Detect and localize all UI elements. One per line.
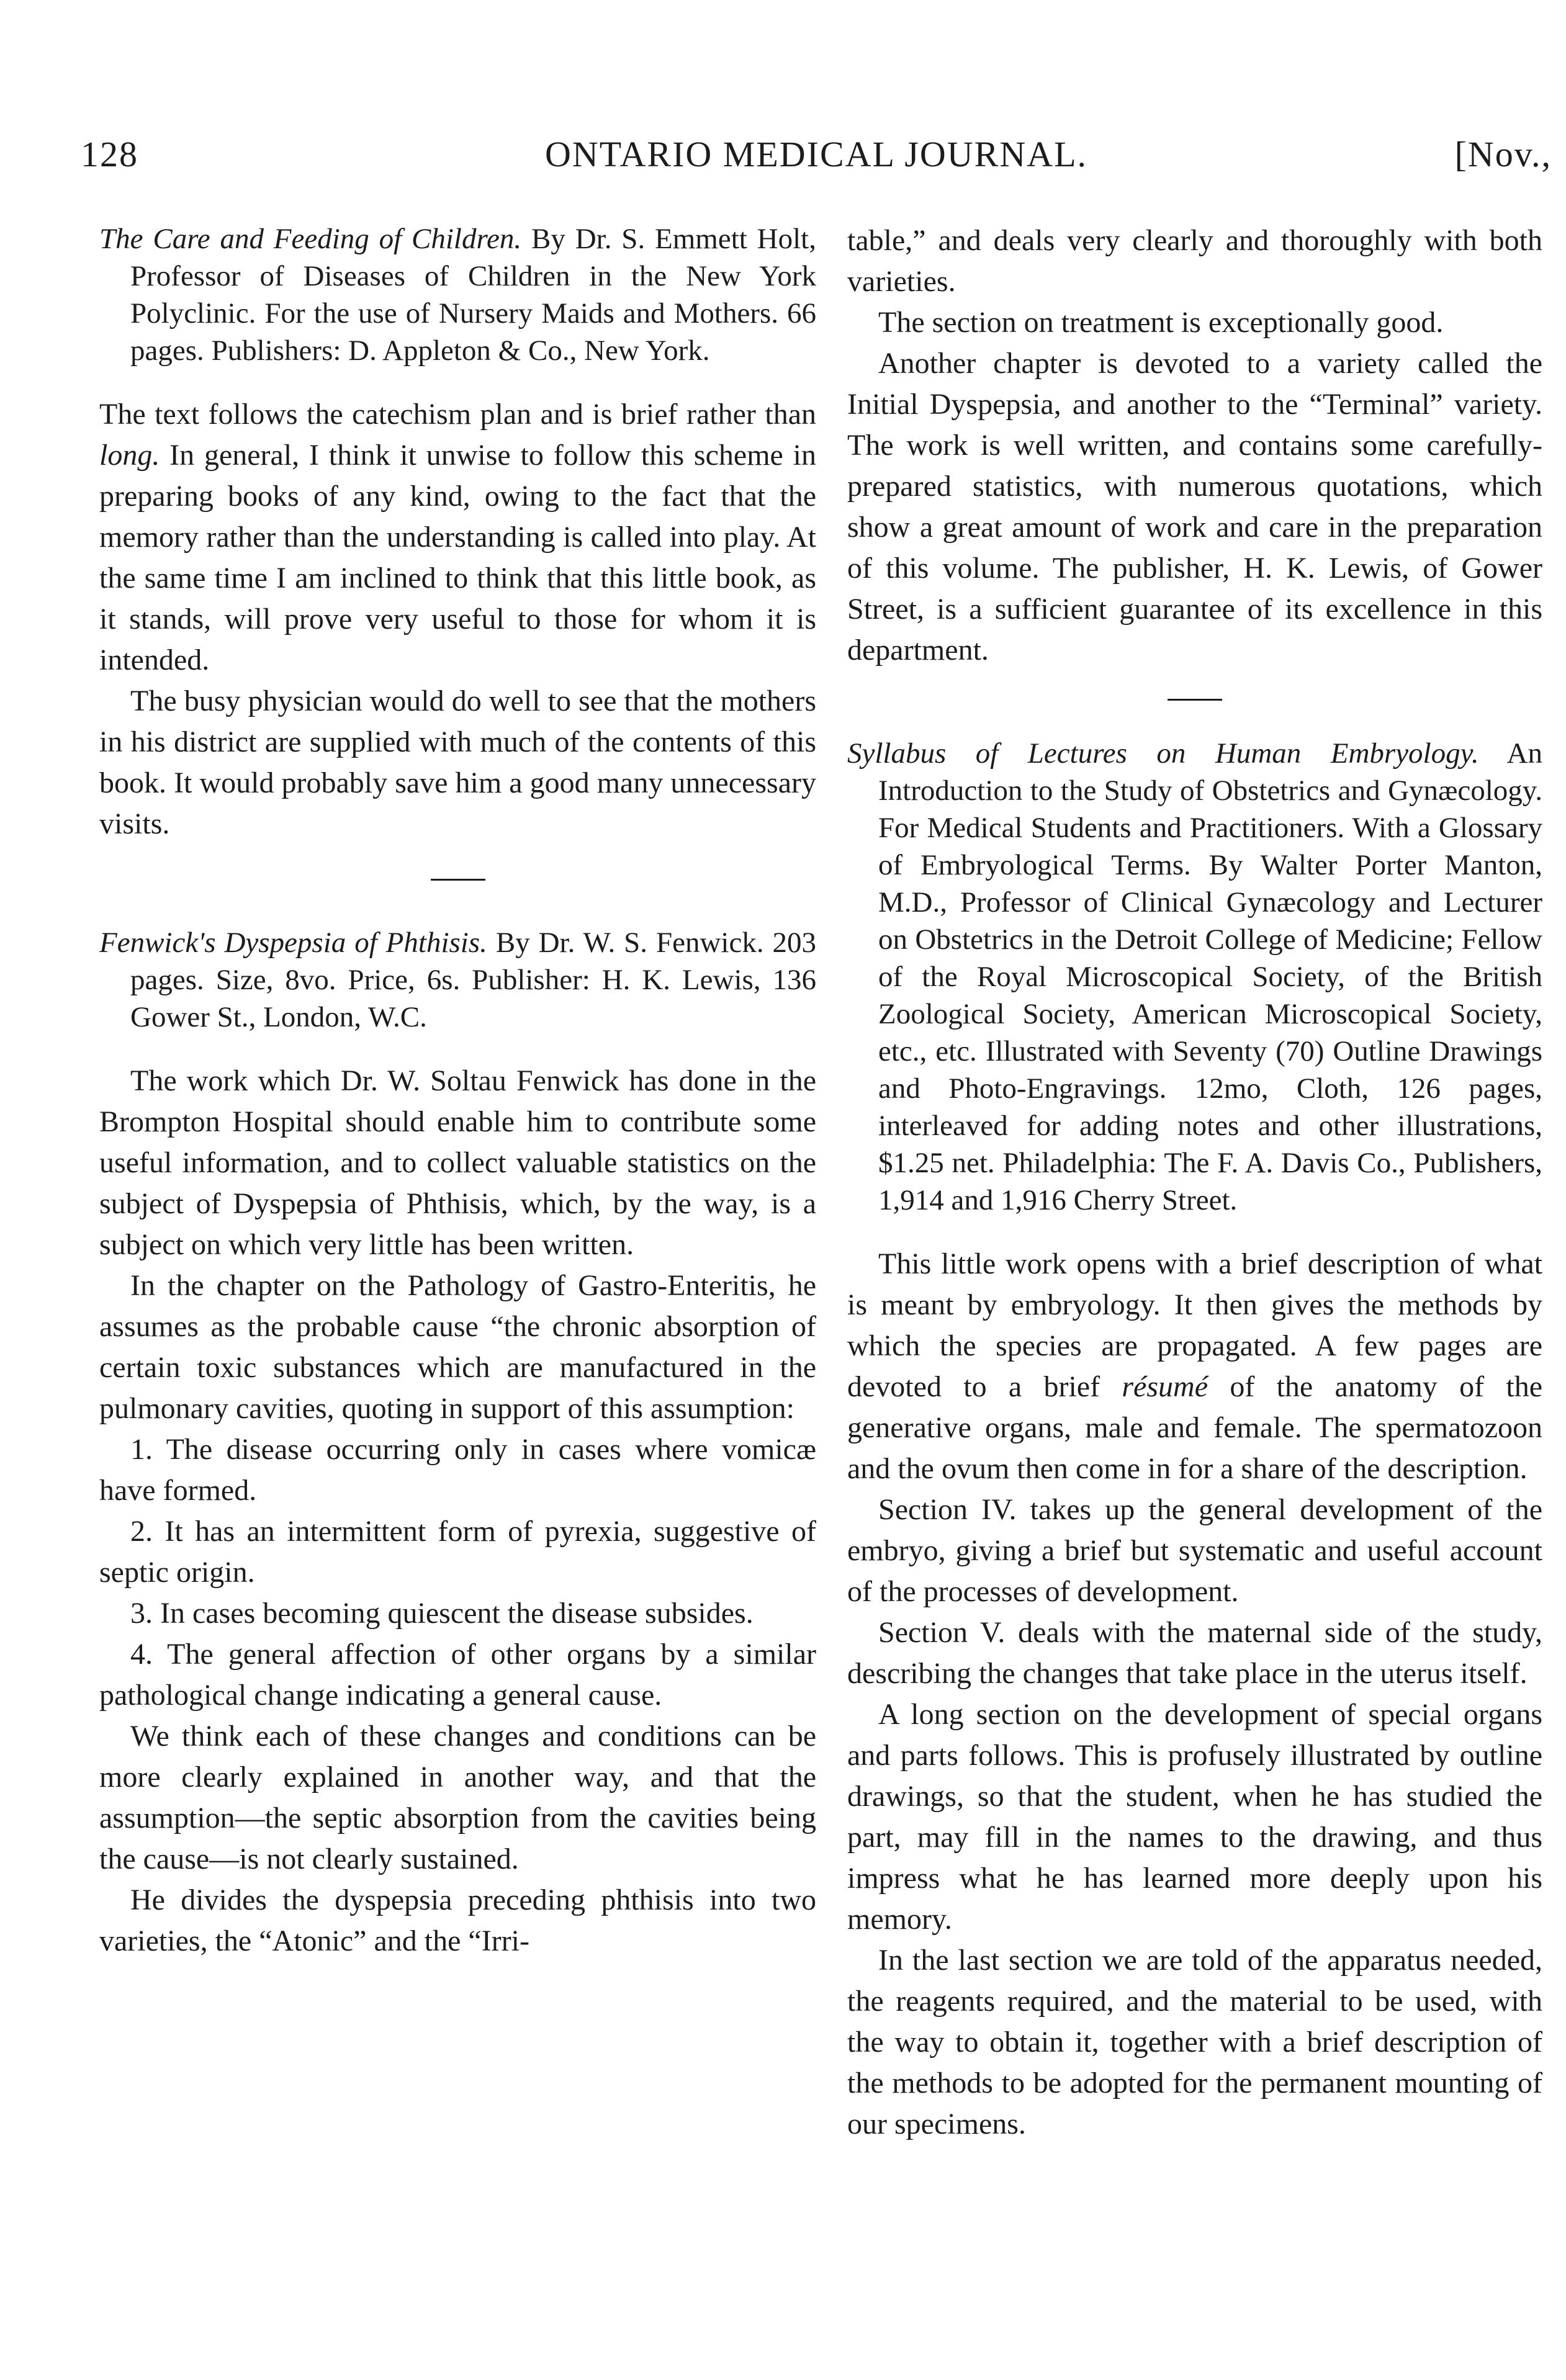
book-details: An Introduction to the Study of Obstetrics and Gynæcology. For Medical Students and Practitioners. With a Glossary of Embryological Terms. By Walter Porter Manton, M.D., Professor of Clinical Gynæcology and Lecturer on Obstetrics in the Detroit College of Medicine; Fellow of the Royal Microscopical Society, of the British Zoological Society, American Microscopical Society, etc., etc. Illustrated with Seventy (70) Outline Drawings and Photo-Engravings. 12mo, Cloth, 126 pages, interleaved for adding notes and other illustrations, $1.25 net. Philadelphia: The F. A. Davis Co., Publishers, 1,914 and 1,916 Cherry Street. xyxy=(878,737,1542,1216)
numbered-item: 3. In cases becoming quiescent the disease subsides. xyxy=(130,1597,754,1630)
review-paragraph: He divides the dyspepsia preceding phthisis into two varieties, the “Atonic” and the “Irri- xyxy=(99,1884,816,1957)
section-divider xyxy=(1168,699,1222,701)
left-column xyxy=(99,220,816,2343)
journal-title: ONTARIO MEDICAL JOURNAL. xyxy=(544,134,1088,174)
review-paragraph: table,” and deals very clearly and thoroughly with both varieties. xyxy=(847,224,1542,298)
page-number: 128 xyxy=(81,134,138,174)
review-paragraph: This little work opens with a brief description of what is meant by embryology. It then gives the methods by which the species are propagated. A few pages are devoted to a brief résumé of the anatomy of the generative organs, male and female. The spermatozoon and the ovum then come in for a share of the description. xyxy=(847,1247,1542,1485)
book-details: By Dr. W. S. Fenwick. 203 pages. Size, 8vo. Price, 6s. Publisher: H. K. Lewis, 136 Gower St., London, W.C. xyxy=(130,927,816,1033)
numbered-item: 1. The disease occurring only in cases where vomicæ have formed. xyxy=(99,1433,816,1507)
book-entry-care-and-feeding xyxy=(99,220,816,369)
review-paragraph: Section V. deals with the maternal side of the study, describing the changes that take place in the uterus itself. xyxy=(847,1616,1542,1690)
review-paragraph: We think each of these changes and conditions can be more clearly explained in another way, and that the assumption—the septic absorption from the cavities being the cause—is not clearly sustained. xyxy=(99,1720,816,1875)
review-paragraph: The work which Dr. W. Soltau Fenwick has done in the Brompton Hospital should enable him to contribute some useful information, and to collect valuable statistics on the subject of Dyspepsia of Phthisis, which, by the way, is a subject on which very little has been written. xyxy=(99,1064,816,1261)
issue-month: [Nov., xyxy=(1454,134,1552,174)
review-paragraph: In the chapter on the Pathology of Gastro-Enteritis, he assumes as the probable cause “the chronic absorption of certain toxic substances which are manufactured in the pulmonary cavities, quoting in support of this assumption: xyxy=(99,1269,816,1425)
running-header xyxy=(81,133,1552,177)
review-paragraph: Another chapter is devoted to a variety called the Initial Dyspepsia, and another to the “Terminal” variety. The work is well written, and contains some carefully-prepared statistics, with numerous quotations, which show a great amount of work and care in the preparation of this volume. The publisher, H. K. Lewis, of Gower Street, is a sufficient guarantee of its excellence in this department. xyxy=(847,347,1542,667)
book-entry-embryology-syllabus xyxy=(847,735,1542,1219)
numbered-item: 4. The general affection of other organs by a similar pathological change indicating a general cause. xyxy=(99,1638,816,1712)
section-divider xyxy=(431,879,485,881)
review-paragraph: Section IV. takes up the general development of the embryo, giving a brief but systematic and useful account of the processes of development. xyxy=(847,1493,1542,1608)
review-paragraph: In the last section we are told of the apparatus needed, the reagents required, and the material to be used, with the way to obtain it, together with a brief description of the methods to be adopted for the permanent mounting of our specimens. xyxy=(847,1944,1542,2140)
book-title: Fenwick's Dyspepsia of Phthisis. xyxy=(99,927,487,959)
book-entry-fenwick-dyspepsia xyxy=(99,924,816,1036)
review-paragraph: The section on treatment is exceptionally good. xyxy=(878,306,1444,339)
review-paragraph: The busy physician would do well to see that the mothers in his district are supplied with much of the contents of this book. It would probably save him a good many unnecessary visits. xyxy=(99,685,816,840)
review-paragraph: A long section on the development of special organs and parts follows. This is profusely illustrated by outline drawings, so that the student, when he has studied the part, may fill in the names to the drawing, and thus impress what he has learned more deeply upon his memory. xyxy=(847,1698,1542,1936)
right-column xyxy=(847,220,1542,2343)
book-title: Syllabus of Lectures on Human Embryology. xyxy=(847,737,1479,770)
numbered-item: 2. It has an intermittent form of pyrexia, suggestive of septic origin. xyxy=(99,1515,816,1589)
book-details: By Dr. S. Emmett Holt, Professor of Diseases of Children in the New York Polyclinic. For the use of Nursery Maids and Mothers. 66 pages. Publishers: D. Appleton & Co., New York. xyxy=(130,223,816,367)
book-title: The Care and Feeding of Children. xyxy=(99,223,522,255)
review-paragraph: The text follows the catechism plan and is brief rather than long. In general, I think it unwise to follow this scheme in preparing books of any kind, owing to the fact that the memory rather than the understanding is called into play. At the same time I am inclined to think that this little book, as it stands, will prove very useful to those for whom it is intended. xyxy=(99,398,816,676)
